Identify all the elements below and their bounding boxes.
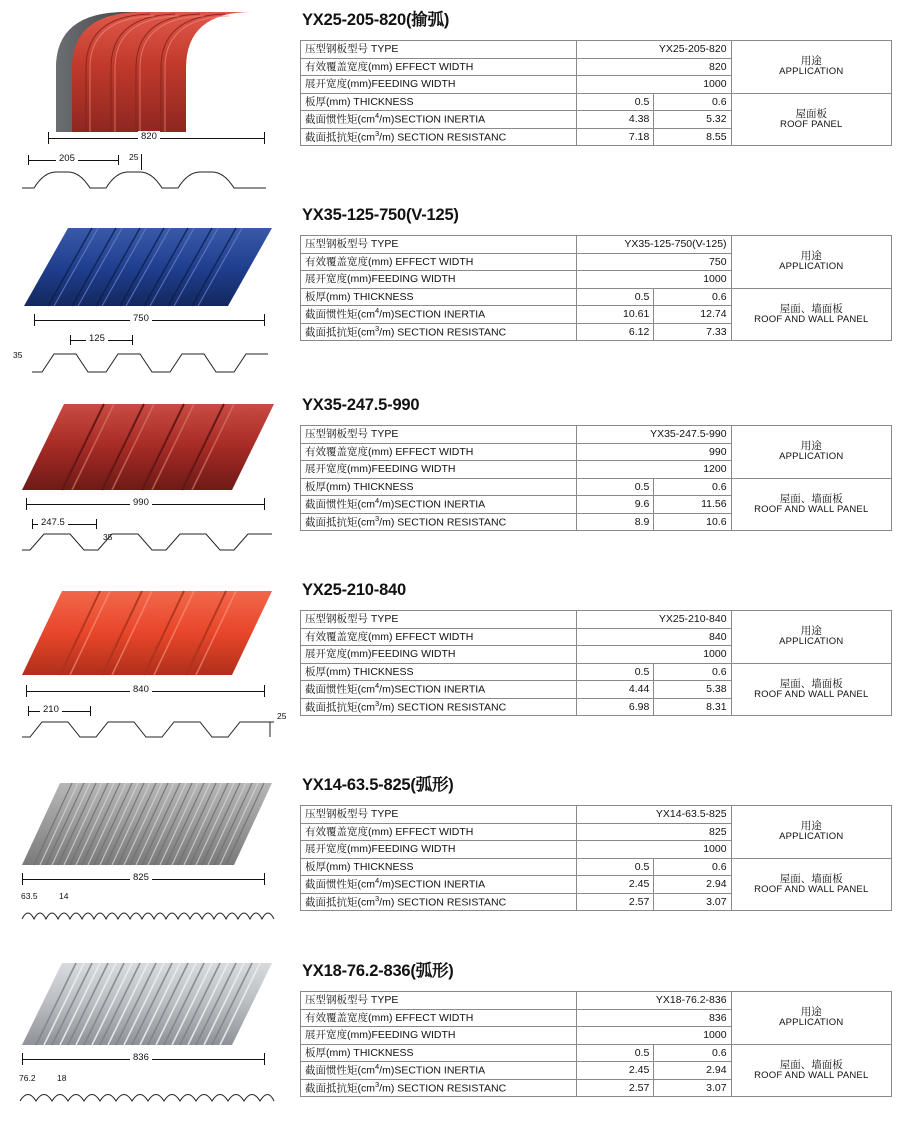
row-label: 有效覆盖宽度(mm) EFFECT WIDTH <box>301 58 577 76</box>
lbl-sup: 4 <box>375 876 380 886</box>
cell-type: YX35-125-750(V-125) <box>577 236 732 254</box>
dimension-block <box>8 1051 300 1109</box>
cell-thickness-1: 0.5 <box>577 663 654 681</box>
dimension-block <box>8 496 300 554</box>
lbl-pre: 截面抵抗矩(cm <box>305 131 375 144</box>
table-row <box>301 806 892 824</box>
dim-pitch-label: 63.5 <box>18 891 41 901</box>
table-row <box>301 236 892 254</box>
row-label: 展开宽度(mm)FEEDING WIDTH <box>301 1027 577 1045</box>
application-en: ROOF AND WALL PANEL <box>754 883 869 895</box>
dimension-block <box>8 312 300 370</box>
lbl-post: /m)SECTION INERTIA <box>379 1064 486 1077</box>
cell-resist-2: 7.33 <box>654 323 731 341</box>
product-spec <box>300 951 920 1121</box>
cell-resist-2: 8.55 <box>654 128 731 146</box>
lbl-post: /m) SECTION RESISTANC <box>379 701 507 714</box>
row-label: 有效覆盖宽度(mm) EFFECT WIDTH <box>301 823 577 841</box>
cell-thickness-1: 0.5 <box>577 478 654 496</box>
table-row <box>301 93 892 111</box>
product-title: YX35-247.5-990 <box>302 396 420 414</box>
dim-tick <box>264 1053 265 1065</box>
application-header <box>731 236 891 289</box>
application-en: ROOF PANEL <box>780 118 843 130</box>
lbl-sup: 3 <box>375 323 380 333</box>
application-header-cn: 用途 <box>800 250 822 263</box>
product-illustration <box>0 200 300 390</box>
profile-outline <box>32 350 276 376</box>
product-block <box>0 390 920 575</box>
panel-image-trapezoid-blue <box>14 220 300 312</box>
application-header-en: APPLICATION <box>779 831 844 843</box>
spec-table <box>300 805 892 911</box>
profile-outline <box>22 717 276 743</box>
lbl-post: /m)SECTION INERTIA <box>379 683 486 696</box>
product-spec <box>300 575 920 765</box>
application-cn: 屋面、墙面板 <box>779 302 843 315</box>
lbl-sup: 3 <box>375 893 380 903</box>
row-label <box>301 323 577 341</box>
row-label: 压型钢板型号 TYPE <box>301 611 577 629</box>
row-label: 压型钢板型号 TYPE <box>301 426 577 444</box>
row-label: 压型钢板型号 TYPE <box>301 41 577 59</box>
cell-resist-1: 6.98 <box>577 698 654 716</box>
application-value <box>731 858 891 911</box>
lbl-sup: 4 <box>375 1062 380 1072</box>
dim-tick <box>90 706 91 716</box>
table-row <box>301 663 892 681</box>
lbl-sup: 4 <box>375 111 380 121</box>
lbl-pre: 截面惯性矩(cm <box>305 1064 375 1077</box>
row-label: 板厚(mm) THICKNESS <box>301 858 577 876</box>
row-label <box>301 306 577 324</box>
application-header <box>731 426 891 479</box>
dim-pitch-label: 210 <box>40 704 62 715</box>
product-title: YX35-125-750(V-125) <box>302 206 459 224</box>
product-illustration <box>0 951 300 1121</box>
dim-total-label: 750 <box>130 313 152 324</box>
table-row <box>301 41 892 59</box>
dim-tick <box>34 314 35 326</box>
panel-image-corrugated-silver <box>14 957 300 1053</box>
cell-resist-1: 6.12 <box>577 323 654 341</box>
application-cn: 屋面板 <box>795 107 828 120</box>
cell-effect-width: 990 <box>577 443 732 461</box>
cell-effect-width: 840 <box>577 628 732 646</box>
cell-thickness-1: 0.5 <box>577 288 654 306</box>
dim-height-label: 25 <box>126 152 141 162</box>
product-title: YX25-205-820(揄弧) <box>302 11 450 29</box>
application-cn: 屋面、墙面板 <box>779 492 843 505</box>
cell-inertia-1: 4.44 <box>577 681 654 699</box>
dim-tick <box>141 154 142 170</box>
cell-effect-width: 825 <box>577 823 732 841</box>
cell-resist-1: 2.57 <box>577 893 654 911</box>
spec-table <box>300 40 892 146</box>
application-value <box>731 478 891 531</box>
cell-inertia-2: 12.74 <box>654 306 731 324</box>
cell-resist-2: 3.07 <box>654 1079 731 1097</box>
cell-inertia-1: 10.61 <box>577 306 654 324</box>
product-spec <box>300 765 920 951</box>
application-cn: 屋面、墙面板 <box>779 872 843 885</box>
panel-image-curved-roof <box>14 6 300 134</box>
lbl-post: /m) SECTION RESISTANC <box>379 516 507 529</box>
table-row <box>301 992 892 1010</box>
row-label <box>301 876 577 894</box>
curved-roof-svg <box>14 6 276 134</box>
application-header-cn: 用途 <box>800 625 822 638</box>
cell-inertia-1: 9.6 <box>577 496 654 514</box>
lbl-pre: 截面抵抗矩(cm <box>305 701 375 714</box>
table-row <box>301 288 892 306</box>
lbl-post: /m)SECTION INERTIA <box>379 308 486 321</box>
row-label: 板厚(mm) THICKNESS <box>301 663 577 681</box>
application-header <box>731 992 891 1045</box>
cell-thickness-2: 0.6 <box>654 478 731 496</box>
dim-tick <box>22 873 23 885</box>
cell-thickness-1: 0.5 <box>577 858 654 876</box>
lbl-pre: 截面惯性矩(cm <box>305 878 375 891</box>
application-header-cn: 用途 <box>800 820 822 833</box>
panel-image-corrugated-grey <box>14 777 300 873</box>
cell-resist-1: 8.9 <box>577 513 654 531</box>
cell-inertia-2: 5.32 <box>654 111 731 129</box>
dim-tick <box>26 498 27 510</box>
lbl-pre: 截面抵抗矩(cm <box>305 1082 375 1095</box>
dimension-block <box>8 871 300 929</box>
dim-height-label: 35 <box>10 350 25 360</box>
lbl-post: /m) SECTION RESISTANC <box>379 131 507 144</box>
cell-resist-2: 10.6 <box>654 513 731 531</box>
lbl-pre: 截面惯性矩(cm <box>305 683 375 696</box>
dim-tick <box>32 519 33 529</box>
row-label <box>301 513 577 531</box>
profile-outline <box>20 903 276 925</box>
spec-table <box>300 425 892 531</box>
row-label: 展开宽度(mm)FEEDING WIDTH <box>301 461 577 479</box>
product-illustration <box>0 765 300 951</box>
lbl-post: /m) SECTION RESISTANC <box>379 896 507 909</box>
lbl-pre: 截面惯性矩(cm <box>305 498 375 511</box>
cell-resist-1: 2.57 <box>577 1079 654 1097</box>
spec-table <box>300 610 892 716</box>
lbl-post: /m)SECTION INERTIA <box>379 498 486 511</box>
cell-type: YX18-76.2-836 <box>577 992 732 1010</box>
row-label: 板厚(mm) THICKNESS <box>301 288 577 306</box>
lbl-pre: 截面抵抗矩(cm <box>305 326 375 339</box>
application-value <box>731 288 891 341</box>
lbl-pre: 截面抵抗矩(cm <box>305 896 375 909</box>
lbl-post: /m) SECTION RESISTANC <box>379 326 507 339</box>
cell-resist-1: 7.18 <box>577 128 654 146</box>
cell-type: YX25-205-820 <box>577 41 732 59</box>
spec-table <box>300 991 892 1097</box>
dim-tick <box>132 335 133 345</box>
cell-effect-width: 836 <box>577 1009 732 1027</box>
product-block <box>0 951 920 1121</box>
cell-inertia-2: 2.94 <box>654 876 731 894</box>
cell-thickness-2: 0.6 <box>654 663 731 681</box>
application-header-en: APPLICATION <box>779 1017 844 1029</box>
cell-feeding-width: 1200 <box>577 461 732 479</box>
row-label: 板厚(mm) THICKNESS <box>301 478 577 496</box>
dim-height-label: 14 <box>56 891 71 901</box>
row-label <box>301 496 577 514</box>
trapezoid-darkred-svg <box>14 398 282 498</box>
product-title: YX14-63.5-825(弧形) <box>302 776 454 794</box>
lbl-sup: 3 <box>375 128 380 138</box>
row-label: 展开宽度(mm)FEEDING WIDTH <box>301 646 577 664</box>
dim-tick <box>28 706 29 716</box>
corrugated-silver-svg <box>14 957 282 1053</box>
cell-thickness-2: 0.6 <box>654 1044 731 1062</box>
table-row <box>301 858 892 876</box>
lbl-post: /m) SECTION RESISTANC <box>379 1082 507 1095</box>
cell-thickness-2: 0.6 <box>654 93 731 111</box>
dim-total-label: 990 <box>130 497 152 508</box>
application-header-en: APPLICATION <box>779 451 844 463</box>
cell-feeding-width: 1000 <box>577 1027 732 1045</box>
trapezoid-blue-svg <box>14 220 282 312</box>
cell-inertia-2: 11.56 <box>654 496 731 514</box>
application-header-cn: 用途 <box>800 1006 822 1019</box>
cell-thickness-2: 0.6 <box>654 288 731 306</box>
row-label <box>301 128 577 146</box>
lbl-sup: 3 <box>375 1079 380 1089</box>
row-label: 板厚(mm) THICKNESS <box>301 93 577 111</box>
product-block <box>0 200 920 390</box>
cell-type: YX25-210-840 <box>577 611 732 629</box>
application-cn: 屋面、墙面板 <box>779 1058 843 1071</box>
cell-effect-width: 820 <box>577 58 732 76</box>
cell-thickness-1: 0.5 <box>577 1044 654 1062</box>
row-label <box>301 1062 577 1080</box>
trapezoid-orange-svg <box>14 585 282 685</box>
row-label: 板厚(mm) THICKNESS <box>301 1044 577 1062</box>
cell-feeding-width: 1000 <box>577 271 732 289</box>
product-title: YX25-210-840 <box>302 581 407 599</box>
application-header-en: APPLICATION <box>779 66 844 78</box>
dim-height-label: 25 <box>274 711 289 721</box>
spec-table <box>300 235 892 341</box>
dim-tick <box>28 155 29 165</box>
dim-tick <box>118 155 119 165</box>
application-header-en: APPLICATION <box>779 636 844 648</box>
lbl-sup: 4 <box>375 496 380 506</box>
product-spec <box>300 0 920 200</box>
row-label: 有效覆盖宽度(mm) EFFECT WIDTH <box>301 253 577 271</box>
application-header-en: APPLICATION <box>779 261 844 273</box>
lbl-pre: 截面惯性矩(cm <box>305 113 375 126</box>
dim-tick <box>70 335 71 345</box>
lbl-pre: 截面惯性矩(cm <box>305 308 375 321</box>
dim-height-label: 35 <box>100 532 115 542</box>
product-illustration <box>0 575 300 765</box>
product-spec <box>300 390 920 575</box>
row-label: 展开宽度(mm)FEEDING WIDTH <box>301 271 577 289</box>
product-illustration <box>0 390 300 575</box>
application-header <box>731 41 891 94</box>
dim-tick <box>264 314 265 326</box>
application-value <box>731 93 891 146</box>
application-en: ROOF AND WALL PANEL <box>754 313 869 325</box>
dim-tick <box>96 519 97 529</box>
product-block <box>0 0 920 200</box>
cell-feeding-width: 1000 <box>577 646 732 664</box>
lbl-sup: 4 <box>375 681 380 691</box>
dim-tick <box>264 132 265 144</box>
dim-pitch-label: 205 <box>56 153 78 164</box>
table-row <box>301 611 892 629</box>
application-header-cn: 用途 <box>800 55 822 68</box>
lbl-post: /m)SECTION INERTIA <box>379 113 486 126</box>
dim-tick <box>264 873 265 885</box>
dimension-block <box>8 683 300 741</box>
cell-type: YX35-247.5-990 <box>577 426 732 444</box>
dim-total-label: 820 <box>138 131 160 142</box>
dim-pitch-label: 247.5 <box>38 517 68 528</box>
dim-tick <box>264 685 265 697</box>
application-value <box>731 1044 891 1097</box>
application-header <box>731 611 891 664</box>
lbl-pre: 截面抵抗矩(cm <box>305 516 375 529</box>
product-spec <box>300 200 920 390</box>
row-label: 压型钢板型号 TYPE <box>301 806 577 824</box>
row-label <box>301 1079 577 1097</box>
profile-outline <box>22 530 276 556</box>
table-row <box>301 478 892 496</box>
dim-total-label: 825 <box>130 872 152 883</box>
corrugated-grey-svg <box>14 777 282 873</box>
lbl-post: /m)SECTION INERTIA <box>379 878 486 891</box>
cell-type: YX14-63.5-825 <box>577 806 732 824</box>
application-en: ROOF AND WALL PANEL <box>754 503 869 515</box>
cell-thickness-2: 0.6 <box>654 858 731 876</box>
profile-outline <box>20 170 282 192</box>
cell-inertia-1: 2.45 <box>577 876 654 894</box>
dim-pitch-label: 125 <box>86 333 108 344</box>
row-label: 压型钢板型号 TYPE <box>301 992 577 1010</box>
row-label: 有效覆盖宽度(mm) EFFECT WIDTH <box>301 628 577 646</box>
row-label <box>301 111 577 129</box>
table-row <box>301 1044 892 1062</box>
cell-effect-width: 750 <box>577 253 732 271</box>
cell-feeding-width: 1000 <box>577 841 732 859</box>
product-title: YX18-76.2-836(弧形) <box>302 962 454 980</box>
product-block <box>0 765 920 951</box>
cell-inertia-2: 5.38 <box>654 681 731 699</box>
row-label: 压型钢板型号 TYPE <box>301 236 577 254</box>
lbl-sup: 3 <box>375 513 380 523</box>
row-label <box>301 698 577 716</box>
lbl-sup: 4 <box>375 306 380 316</box>
dim-total-label: 836 <box>130 1052 152 1063</box>
cell-thickness-1: 0.5 <box>577 93 654 111</box>
cell-resist-2: 8.31 <box>654 698 731 716</box>
dimension-block <box>8 130 300 188</box>
product-block <box>0 575 920 765</box>
table-row <box>301 426 892 444</box>
profile-outline <box>18 1085 276 1107</box>
application-en: ROOF AND WALL PANEL <box>754 1069 869 1081</box>
application-en: ROOF AND WALL PANEL <box>754 688 869 700</box>
application-value <box>731 663 891 716</box>
cell-inertia-2: 2.94 <box>654 1062 731 1080</box>
application-cn: 屋面、墙面板 <box>779 677 843 690</box>
product-illustration <box>0 0 300 200</box>
row-label: 有效覆盖宽度(mm) EFFECT WIDTH <box>301 443 577 461</box>
cell-resist-2: 3.07 <box>654 893 731 911</box>
application-header-cn: 用途 <box>800 440 822 453</box>
panel-image-trapezoid-darkred <box>14 398 300 498</box>
row-label: 展开宽度(mm)FEEDING WIDTH <box>301 841 577 859</box>
row-label: 有效覆盖宽度(mm) EFFECT WIDTH <box>301 1009 577 1027</box>
dim-height-label: 18 <box>54 1073 69 1083</box>
row-label <box>301 681 577 699</box>
dim-total-label: 840 <box>130 684 152 695</box>
row-label <box>301 893 577 911</box>
cell-inertia-1: 4.38 <box>577 111 654 129</box>
dim-tick <box>264 498 265 510</box>
cell-feeding-width: 1000 <box>577 76 732 94</box>
application-header <box>731 806 891 859</box>
dim-tick <box>26 685 27 697</box>
row-label: 展开宽度(mm)FEEDING WIDTH <box>301 76 577 94</box>
dim-tick <box>22 1053 23 1065</box>
panel-image-trapezoid-orange <box>14 585 300 685</box>
dim-pitch-label: 76.2 <box>16 1073 39 1083</box>
dim-tick <box>48 132 49 144</box>
lbl-sup: 3 <box>375 698 380 708</box>
cell-inertia-1: 2.45 <box>577 1062 654 1080</box>
